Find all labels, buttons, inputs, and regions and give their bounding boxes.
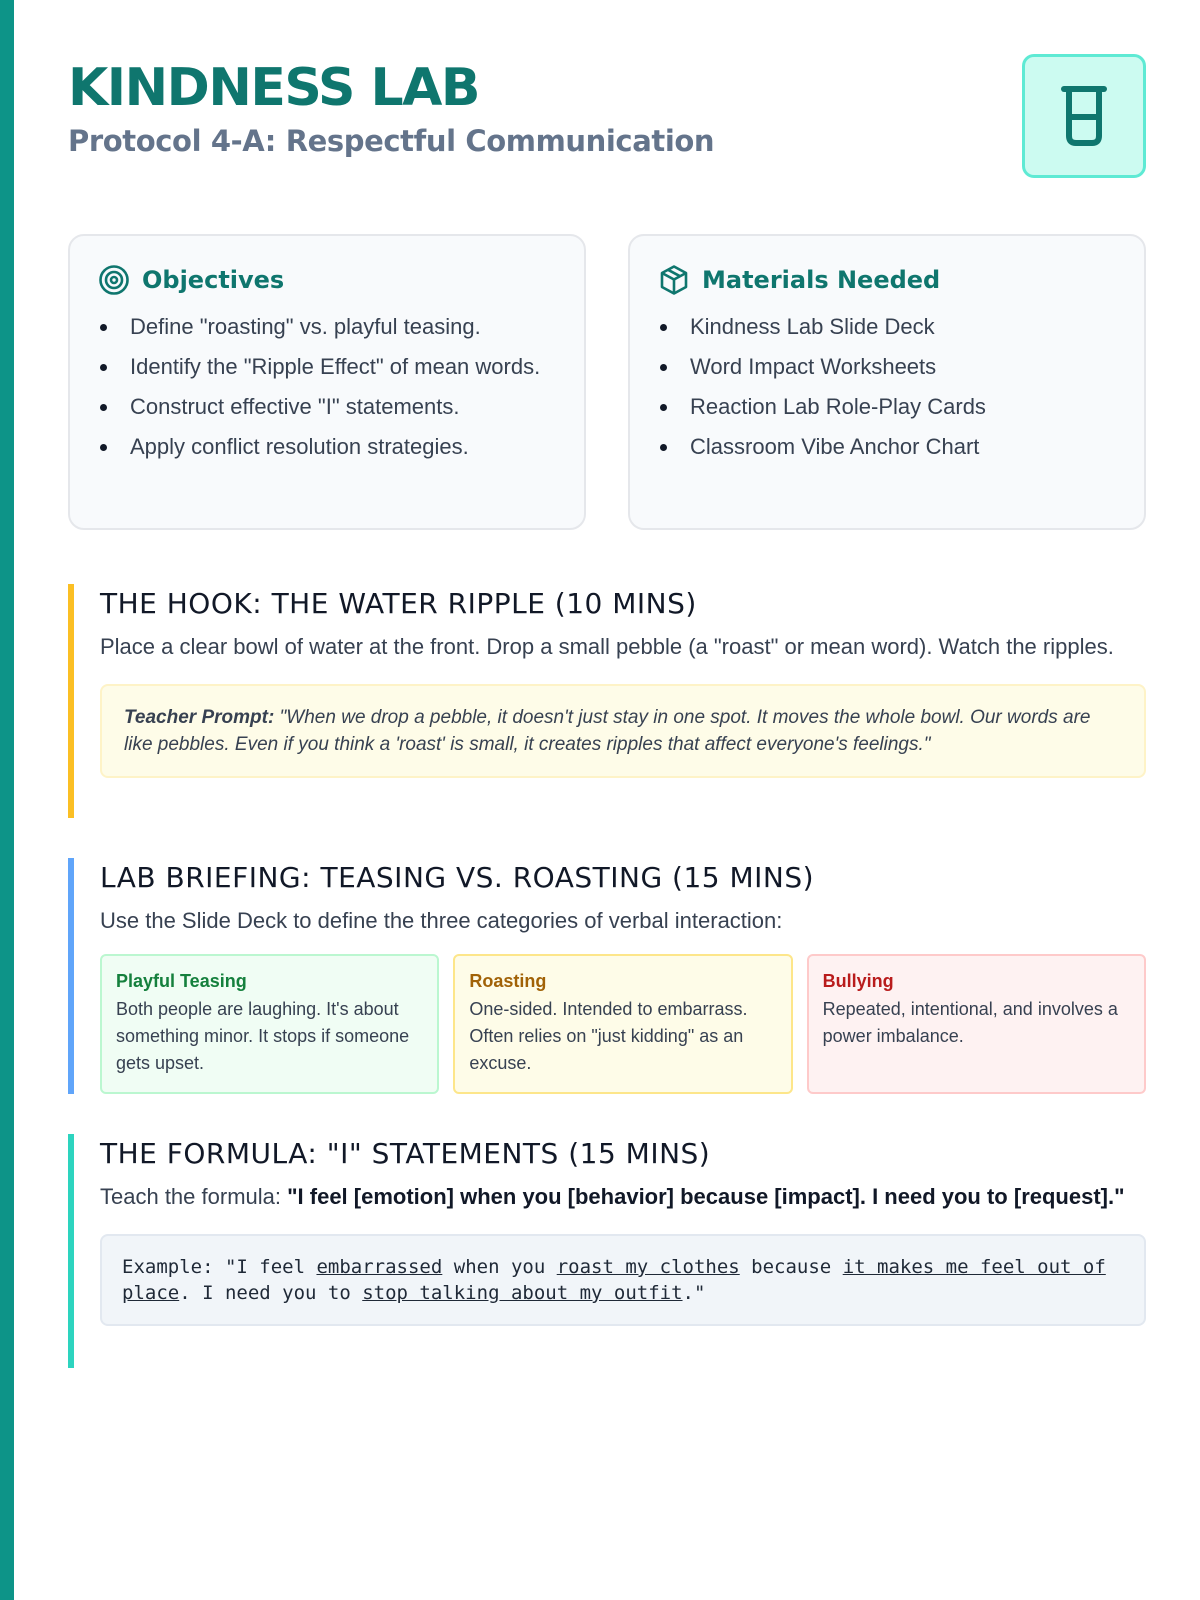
category-name: Playful Teasing <box>116 971 247 991</box>
formula-prefix: Teach the formula: <box>100 1184 288 1209</box>
example-text: because <box>739 1256 843 1278</box>
teacher-prompt-text: "When we drop a pebble, it doesn't just stay in one spot. It moves the whole bowl. Our words are like pebbles. Even if you think a 'roast' is small, it creates ripples that affect everyone's feelings." <box>124 707 1091 755</box>
list-item: Classroom Vibe Anchor Chart <box>658 430 1116 463</box>
example-request: stop talking about my outfit <box>362 1282 683 1304</box>
page-subtitle: Protocol 4-A: Respectful Communication <box>68 124 715 158</box>
formula-example <box>100 1234 1146 1326</box>
category-desc: Both people are laughing. It's about something minor. It stops if someone gets upset. <box>116 999 410 1073</box>
hook-accent-bar <box>68 584 74 818</box>
teacher-prompt-label: Teacher Prompt: <box>124 707 275 728</box>
target-icon <box>98 264 130 296</box>
formula-text <box>100 1178 1146 1216</box>
hook-title: THE HOOK: THE WATER RIPPLE (10 MINS) <box>100 587 697 620</box>
box-icon <box>658 264 690 296</box>
example-text: . I need you to <box>179 1282 363 1304</box>
beaker-icon <box>1060 84 1108 148</box>
formula-section <box>68 1134 1146 1368</box>
example-behavior: roast my clothes <box>556 1256 740 1278</box>
list-item: Kindness Lab Slide Deck <box>658 310 1116 343</box>
example-text: ." <box>682 1282 706 1304</box>
example-text: Example: "I feel <box>122 1256 317 1278</box>
left-accent-bar <box>0 0 14 1600</box>
page-title: KINDNESS LAB <box>68 58 480 118</box>
list-item: Define "roasting" vs. playful teasing. <box>98 310 556 343</box>
objectives-header <box>98 262 556 298</box>
formula-accent-bar <box>68 1134 74 1368</box>
materials-title: Materials Needed <box>702 266 941 294</box>
list-item: Word Impact Worksheets <box>658 350 1116 383</box>
category-roasting <box>453 954 792 1094</box>
category-name: Roasting <box>469 971 547 991</box>
briefing-section <box>68 858 1146 1094</box>
objectives-list <box>98 310 556 463</box>
category-name: Bullying <box>822 971 894 991</box>
example-text: when you <box>442 1256 557 1278</box>
briefing-accent-bar <box>68 858 74 1094</box>
logo-badge <box>1022 54 1146 178</box>
materials-list <box>658 310 1116 463</box>
example-impact: it makes me feel out of place <box>122 1256 1106 1304</box>
briefing-title: LAB BRIEFING: TEASING VS. ROASTING (15 MINS) <box>100 861 815 894</box>
teacher-prompt <box>100 684 1146 778</box>
hook-text: Place a clear bowl of water at the front. Drop a small pebble (a "roast" or mean word). Watch the ripples. <box>100 634 1114 659</box>
header <box>68 0 1146 190</box>
lesson-page <box>68 0 1146 1304</box>
example-emotion: embarrassed <box>316 1256 443 1278</box>
objectives-title: Objectives <box>142 266 285 294</box>
overview-cards <box>68 234 1146 530</box>
list-item: Apply conflict resolution strategies. <box>98 430 556 463</box>
formula-title: THE FORMULA: "I" STATEMENTS (15 MINS) <box>100 1137 711 1170</box>
briefing-text: Use the Slide Deck to define the three categories of verbal interaction: <box>100 908 783 933</box>
materials-card <box>628 234 1146 530</box>
objectives-card <box>68 234 586 530</box>
category-playful-teasing <box>100 954 439 1094</box>
materials-header <box>658 262 1116 298</box>
category-desc: Repeated, intentional, and involves a power imbalance. <box>822 999 1118 1046</box>
category-desc: One-sided. Intended to embarrass. Often relies on "just kidding" as an excuse. <box>469 999 748 1073</box>
category-bullying <box>807 954 1146 1094</box>
formula-statement: "I feel [emotion] when you [behavior] because [impact]. I need you to [request]." <box>287 1184 1125 1209</box>
category-row <box>100 954 1146 1094</box>
list-item: Reaction Lab Role-Play Cards <box>658 390 1116 423</box>
list-item: Construct effective "I" statements. <box>98 390 556 423</box>
hook-section <box>68 584 1146 818</box>
list-item: Identify the "Ripple Effect" of mean words. <box>98 350 556 383</box>
